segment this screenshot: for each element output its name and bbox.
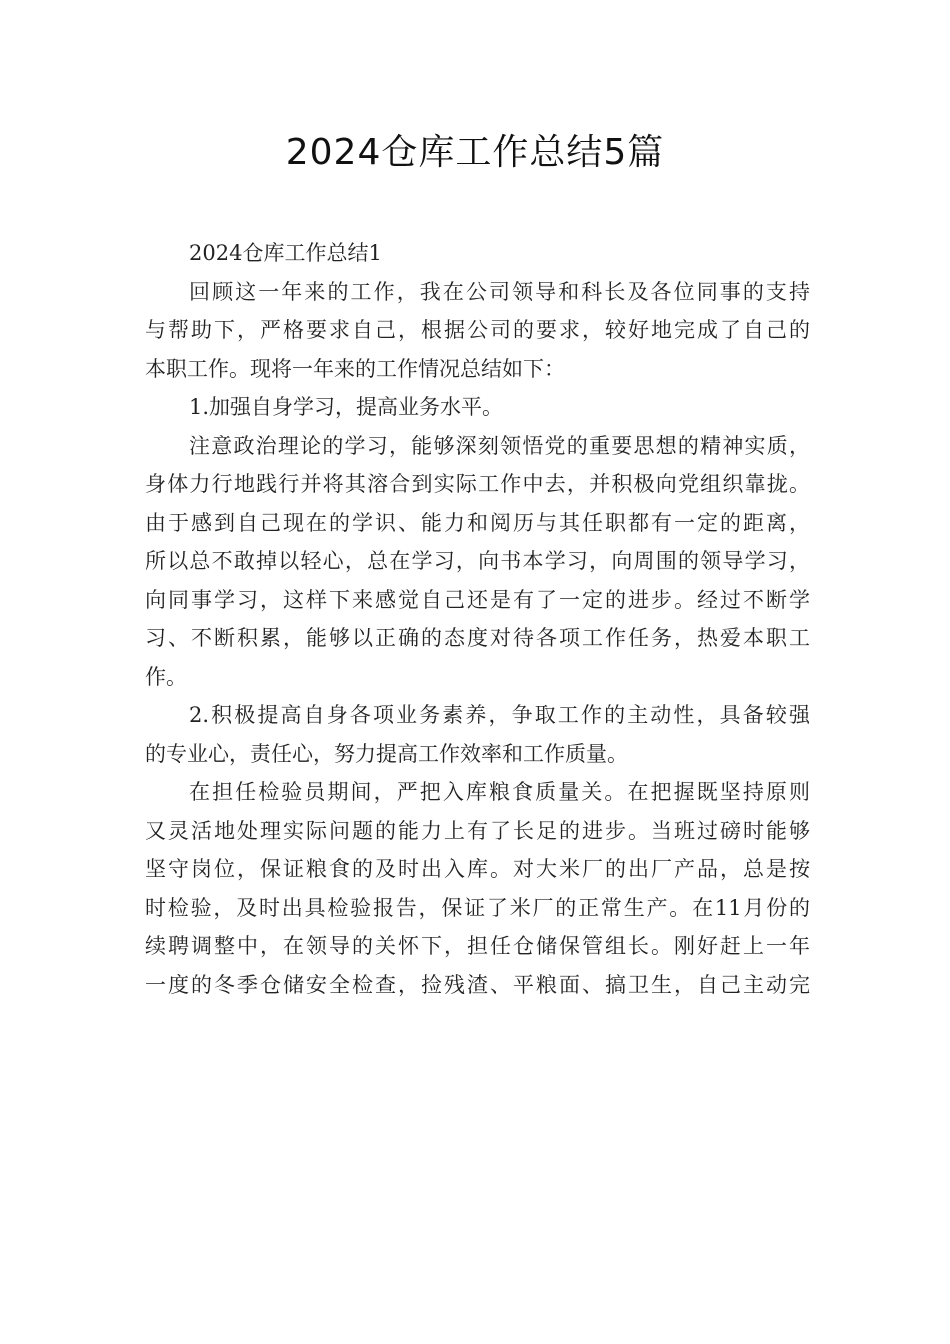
paragraph-line: 向同事学习，这样下来感觉自己还是有了一定的进步。经过不断学	[145, 587, 810, 612]
paragraph-line: 续聘调整中，在领导的关怀下，担任仓储保管组长。刚好赶上一年	[145, 934, 810, 958]
paragraph-line: 习、不断积累，能够以正确的态度对待各项工作任务，热爱本职工	[145, 626, 810, 650]
paragraph-line: 身体力行地践行并将其溶合到实际工作中去，并积极向党组织靠拢。	[145, 472, 810, 496]
paragraph-line: 本职工作。现将一年来的工作情况总结如下：	[145, 356, 565, 381]
document-body	[145, 234, 810, 1004]
paragraph-line: 由于感到自己现在的学识、能力和阅历与其任职都有一定的距离，	[145, 510, 810, 535]
paragraph-line: 时检验，及时出具检验报告，保证了米厂的正常生产。在11月份的	[145, 895, 810, 920]
paragraph-line: 又灵活地处理实际问题的能力上有了长足的进步。当班过磅时能够	[145, 818, 810, 843]
document-title: 2024仓库工作总结5篇	[285, 132, 665, 173]
section-heading: 2024仓库工作总结1	[189, 241, 382, 265]
paragraph-line: 与帮助下，严格要求自己，根据公司的要求，较好地完成了自己的	[145, 318, 810, 342]
subheading-1: 1.加强自身学习，提高业务水平。	[189, 395, 504, 419]
paragraph-line: 作。	[145, 664, 187, 689]
paragraph-line: 注意政治理论的学习，能够深刻领悟党的重要思想的精神实质，	[189, 433, 810, 458]
subheading-2: 2.积极提高自身各项业务素养，争取工作的主动性，具备较强	[189, 703, 810, 727]
paragraph-line: 坚守岗位，保证粮食的及时出入库。对大米厂的出厂产品，总是按	[145, 857, 810, 881]
paragraph-line: 在担任检验员期间，严把入库粮食质量关。在把握既坚持原则	[189, 780, 810, 804]
paragraph-line: 回顾这一年来的工作，我在公司领导和科长及各位同事的支持	[189, 279, 810, 304]
paragraph-line: 所以总不敢掉以轻心，总在学习，向书本学习，向周围的领导学习，	[145, 549, 810, 573]
paragraph-line: 的专业心，责任心，努力提高工作效率和工作质量。	[145, 741, 628, 766]
paragraph-line: 一度的冬季仓储安全检查，捡残渣、平粮面、搞卫生，自己主动完	[145, 972, 810, 997]
